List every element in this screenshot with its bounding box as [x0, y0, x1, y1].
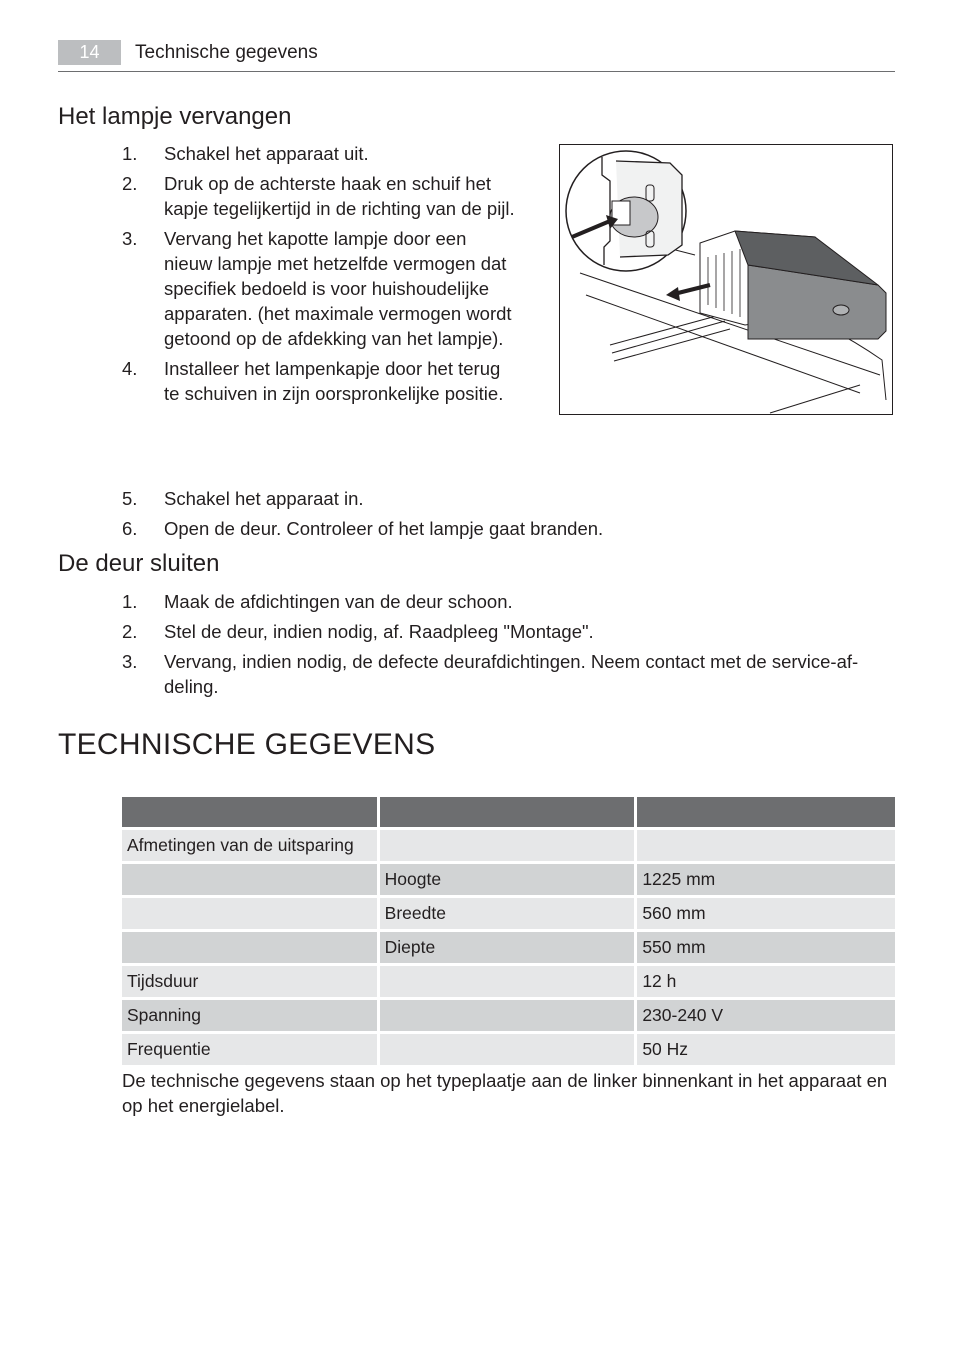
heading-door: De deur sluiten	[58, 550, 220, 577]
table-row: Afmetingen van de uitsparing	[122, 830, 895, 861]
specs-table	[122, 794, 895, 1068]
table-row: Hoogte 1225 mm	[122, 864, 895, 895]
table-row: Spanning 230-240 V	[122, 1000, 895, 1031]
lamp-steps-list	[122, 141, 517, 411]
heading-lamp: Het lampje vervangen	[58, 103, 292, 130]
list-item: 1. Schakel het apparaat uit.	[122, 143, 369, 164]
list-item: 1. Maak de afdichtingen van de deur schoon.	[122, 591, 513, 612]
list-item: 5. Schakel het apparaat in.	[122, 488, 364, 509]
heading-technical-data: TECHNISCHE GEGEVENS	[58, 728, 436, 761]
table-row: Frequentie 50 Hz	[122, 1034, 895, 1065]
table-row: Diepte 550 mm	[122, 932, 895, 963]
list-item: 2. Stel de deur, indien nodig, af. Raadpleeg "Montage".	[122, 621, 594, 642]
technical-note: De technische gegevens staan op het typeplaatje aan de linker binnenkant in het apparaat en op het energielabel.	[122, 1070, 888, 1116]
door-steps-list	[122, 589, 902, 704]
lamp-steps-list-cont	[122, 486, 902, 546]
list-item: 3. Vervang, indien nodig, de defecte deurafdichtingen. Neem contact met de service-afdeling.	[122, 651, 859, 697]
list-item: 3. Vervang het kapotte lampje door een nieuw lampje met hetzelfde vermogen dat specifiek bedoeld is voor huishoudelijke apparaten. (het maximale vermogen wordt getoond op de afdekking van het lampje).	[122, 228, 512, 349]
lamp-replacement-illustration	[559, 144, 893, 415]
running-title: Technische gegevens	[135, 42, 318, 63]
table-header-row	[122, 797, 895, 827]
list-item: 2. Druk op de achterste haak en schuif het kapje tegelijkertijd in de richting van de pijl.	[122, 173, 515, 219]
list-item: 4. Installeer het lampenkapje door het terug te schuiven in zijn oorspronkelijke positie.	[122, 358, 504, 404]
table-row: Breedte 560 mm	[122, 898, 895, 929]
page-number: 14	[58, 40, 121, 65]
table-row: Tijdsduur 12 h	[122, 966, 895, 997]
lamp-cover-drawing	[560, 145, 893, 415]
list-item: 6. Open de deur. Controleer of het lampje gaat branden.	[122, 518, 604, 539]
page-header	[58, 40, 895, 72]
